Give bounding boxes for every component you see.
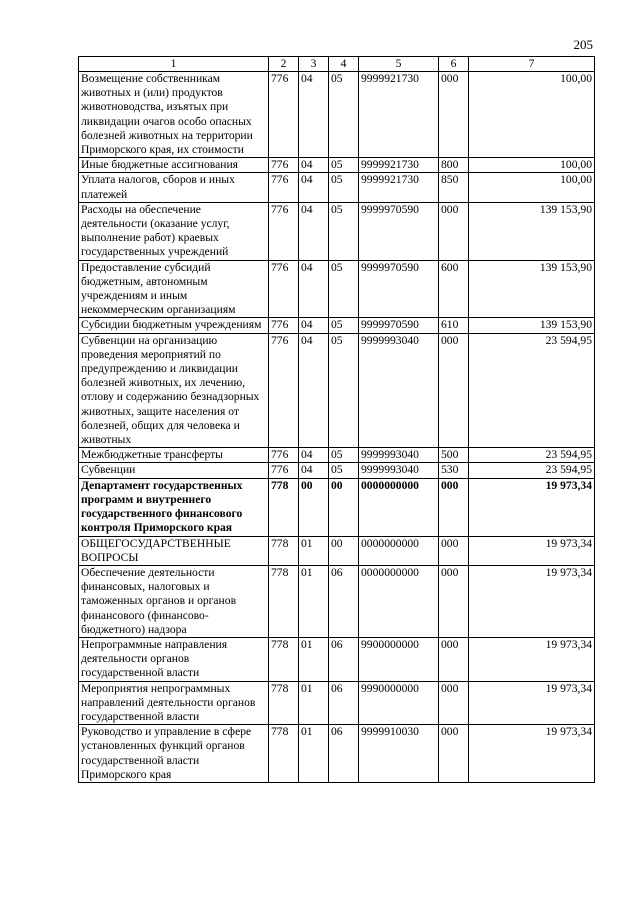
row-expense-type-cell: 000: [439, 681, 469, 725]
row-ved-cell: 776: [269, 202, 299, 260]
row-name-cell: ОБЩЕГОСУДАРСТВЕННЫЕ ВОПРОСЫ: [79, 536, 269, 565]
header-col-6: 6: [439, 57, 469, 72]
row-ved-cell: 776: [269, 260, 299, 318]
row-subsection-cell: 06: [329, 725, 359, 783]
row-subsection-cell: 00: [329, 536, 359, 565]
row-subsection-cell: 00: [329, 478, 359, 536]
row-target-article-cell: 0000000000: [359, 536, 439, 565]
row-name-cell: Межбюджетные трансферты: [79, 448, 269, 463]
row-ved-cell: 778: [269, 637, 299, 681]
row-expense-type-cell: 000: [439, 565, 469, 637]
table-row: [79, 333, 595, 448]
row-subsection-cell: 05: [329, 72, 359, 158]
row-target-article-cell: 9999970590: [359, 318, 439, 333]
row-expense-type-cell: 000: [439, 72, 469, 158]
table-row: [79, 202, 595, 260]
row-ved-cell: 778: [269, 536, 299, 565]
row-name-cell: Субвенции на организацию проведения мероприятий по предупреждению и ликвидации болезней животных, их лечению, отлову и содержанию безнадзорных животных, защите населения от болезней, общих для человека и животных: [79, 333, 269, 448]
header-col-1: 1: [79, 57, 269, 72]
header-col-4: 4: [329, 57, 359, 72]
row-amount-cell: 139 153,90: [469, 202, 595, 260]
budget-table: [78, 56, 595, 783]
row-expense-type-cell: 850: [439, 173, 469, 202]
row-section-cell: 04: [299, 318, 329, 333]
row-name-cell: Иные бюджетные ассигнования: [79, 158, 269, 173]
header-col-7: 7: [469, 57, 595, 72]
row-amount-cell: 23 594,95: [469, 448, 595, 463]
row-name-cell: Субсидии бюджетным учреждениям: [79, 318, 269, 333]
row-expense-type-cell: 000: [439, 333, 469, 448]
row-ved-cell: 776: [269, 173, 299, 202]
table-row: [79, 536, 595, 565]
row-name-cell: Субвенции: [79, 463, 269, 478]
table-row: [79, 725, 595, 783]
row-target-article-cell: 9900000000: [359, 637, 439, 681]
row-subsection-cell: 06: [329, 681, 359, 725]
table-row: [79, 318, 595, 333]
row-name-cell: Непрограммные направления деятельности органов государственной власти: [79, 637, 269, 681]
table-row: [79, 565, 595, 637]
table-body: [79, 72, 595, 783]
table-row: [79, 260, 595, 318]
row-ved-cell: 776: [269, 72, 299, 158]
row-ved-cell: 776: [269, 448, 299, 463]
row-target-article-cell: 0000000000: [359, 478, 439, 536]
row-amount-cell: 100,00: [469, 158, 595, 173]
row-target-article-cell: 9999993040: [359, 463, 439, 478]
row-expense-type-cell: 800: [439, 158, 469, 173]
row-section-cell: 04: [299, 173, 329, 202]
row-expense-type-cell: 000: [439, 637, 469, 681]
row-expense-type-cell: 530: [439, 463, 469, 478]
row-ved-cell: 776: [269, 318, 299, 333]
row-ved-cell: 778: [269, 565, 299, 637]
row-section-cell: 04: [299, 463, 329, 478]
row-subsection-cell: 05: [329, 463, 359, 478]
table-row: [79, 463, 595, 478]
row-target-article-cell: 9999910030: [359, 725, 439, 783]
row-amount-cell: 100,00: [469, 173, 595, 202]
row-section-cell: 04: [299, 72, 329, 158]
row-amount-cell: 23 594,95: [469, 463, 595, 478]
table-row: [79, 681, 595, 725]
row-expense-type-cell: 600: [439, 260, 469, 318]
row-section-cell: 01: [299, 681, 329, 725]
row-section-cell: 01: [299, 565, 329, 637]
row-amount-cell: 19 973,34: [469, 478, 595, 536]
table-header-row: [79, 57, 595, 72]
row-section-cell: 00: [299, 478, 329, 536]
row-section-cell: 01: [299, 637, 329, 681]
page-number: 205: [573, 37, 593, 52]
table-row: [79, 158, 595, 173]
row-name-cell: Уплата налогов, сборов и иных платежей: [79, 173, 269, 202]
row-amount-cell: 19 973,34: [469, 637, 595, 681]
row-section-cell: 04: [299, 158, 329, 173]
table-row: [79, 478, 595, 536]
table-row: [79, 448, 595, 463]
row-expense-type-cell: 000: [439, 478, 469, 536]
row-subsection-cell: 05: [329, 158, 359, 173]
row-subsection-cell: 05: [329, 173, 359, 202]
row-ved-cell: 778: [269, 725, 299, 783]
row-name-cell: Предоставление субсидий бюджетным, автономным учреждениям и иным некоммерческим организациям: [79, 260, 269, 318]
row-amount-cell: 139 153,90: [469, 260, 595, 318]
row-subsection-cell: 05: [329, 260, 359, 318]
row-ved-cell: 776: [269, 333, 299, 448]
row-target-article-cell: 9999921730: [359, 173, 439, 202]
row-ved-cell: 778: [269, 681, 299, 725]
row-expense-type-cell: 610: [439, 318, 469, 333]
row-amount-cell: 23 594,95: [469, 333, 595, 448]
row-target-article-cell: 0000000000: [359, 565, 439, 637]
row-name-cell: Расходы на обеспечение деятельности (оказание услуг, выполнение работ) краевых государственных учреждений: [79, 202, 269, 260]
row-target-article-cell: 9999921730: [359, 72, 439, 158]
row-target-article-cell: 9999993040: [359, 333, 439, 448]
row-expense-type-cell: 000: [439, 536, 469, 565]
row-target-article-cell: 9999970590: [359, 202, 439, 260]
row-subsection-cell: 05: [329, 448, 359, 463]
row-target-article-cell: 9999921730: [359, 158, 439, 173]
row-amount-cell: 100,00: [469, 72, 595, 158]
row-name-cell: Департамент государственных программ и внутреннего государственного финансового контроля Приморского края: [79, 478, 269, 536]
row-ved-cell: 776: [269, 463, 299, 478]
row-section-cell: 04: [299, 202, 329, 260]
row-amount-cell: 19 973,34: [469, 681, 595, 725]
row-target-article-cell: 9990000000: [359, 681, 439, 725]
row-ved-cell: 778: [269, 478, 299, 536]
table-row: [79, 173, 595, 202]
row-section-cell: 04: [299, 260, 329, 318]
row-subsection-cell: 06: [329, 565, 359, 637]
row-amount-cell: 19 973,34: [469, 565, 595, 637]
row-name-cell: Руководство и управление в сфере установленных функций органов государственной власти Приморского края: [79, 725, 269, 783]
row-subsection-cell: 06: [329, 637, 359, 681]
row-name-cell: Возмещение собственникам животных и (или) продуктов животноводства, изъятых при ликвидации очагов особо опасных болезней животных на территории Приморского края, их стоимости: [79, 72, 269, 158]
row-section-cell: 01: [299, 725, 329, 783]
header-col-5: 5: [359, 57, 439, 72]
row-amount-cell: 19 973,34: [469, 536, 595, 565]
row-expense-type-cell: 000: [439, 202, 469, 260]
row-target-article-cell: 9999993040: [359, 448, 439, 463]
row-amount-cell: 19 973,34: [469, 725, 595, 783]
header-col-3: 3: [299, 57, 329, 72]
row-section-cell: 01: [299, 536, 329, 565]
header-col-2: 2: [269, 57, 299, 72]
row-subsection-cell: 05: [329, 318, 359, 333]
row-ved-cell: 776: [269, 158, 299, 173]
row-subsection-cell: 05: [329, 202, 359, 260]
row-subsection-cell: 05: [329, 333, 359, 448]
row-expense-type-cell: 000: [439, 725, 469, 783]
table-row: [79, 72, 595, 158]
table-row: [79, 637, 595, 681]
row-amount-cell: 139 153,90: [469, 318, 595, 333]
row-expense-type-cell: 500: [439, 448, 469, 463]
row-name-cell: Обеспечение деятельности финансовых, налоговых и таможенных органов и органов финансового (финансово-бюджетного) надзора: [79, 565, 269, 637]
row-target-article-cell: 9999970590: [359, 260, 439, 318]
row-section-cell: 04: [299, 333, 329, 448]
row-section-cell: 04: [299, 448, 329, 463]
row-name-cell: Мероприятия непрограммных направлений деятельности органов государственной власти: [79, 681, 269, 725]
